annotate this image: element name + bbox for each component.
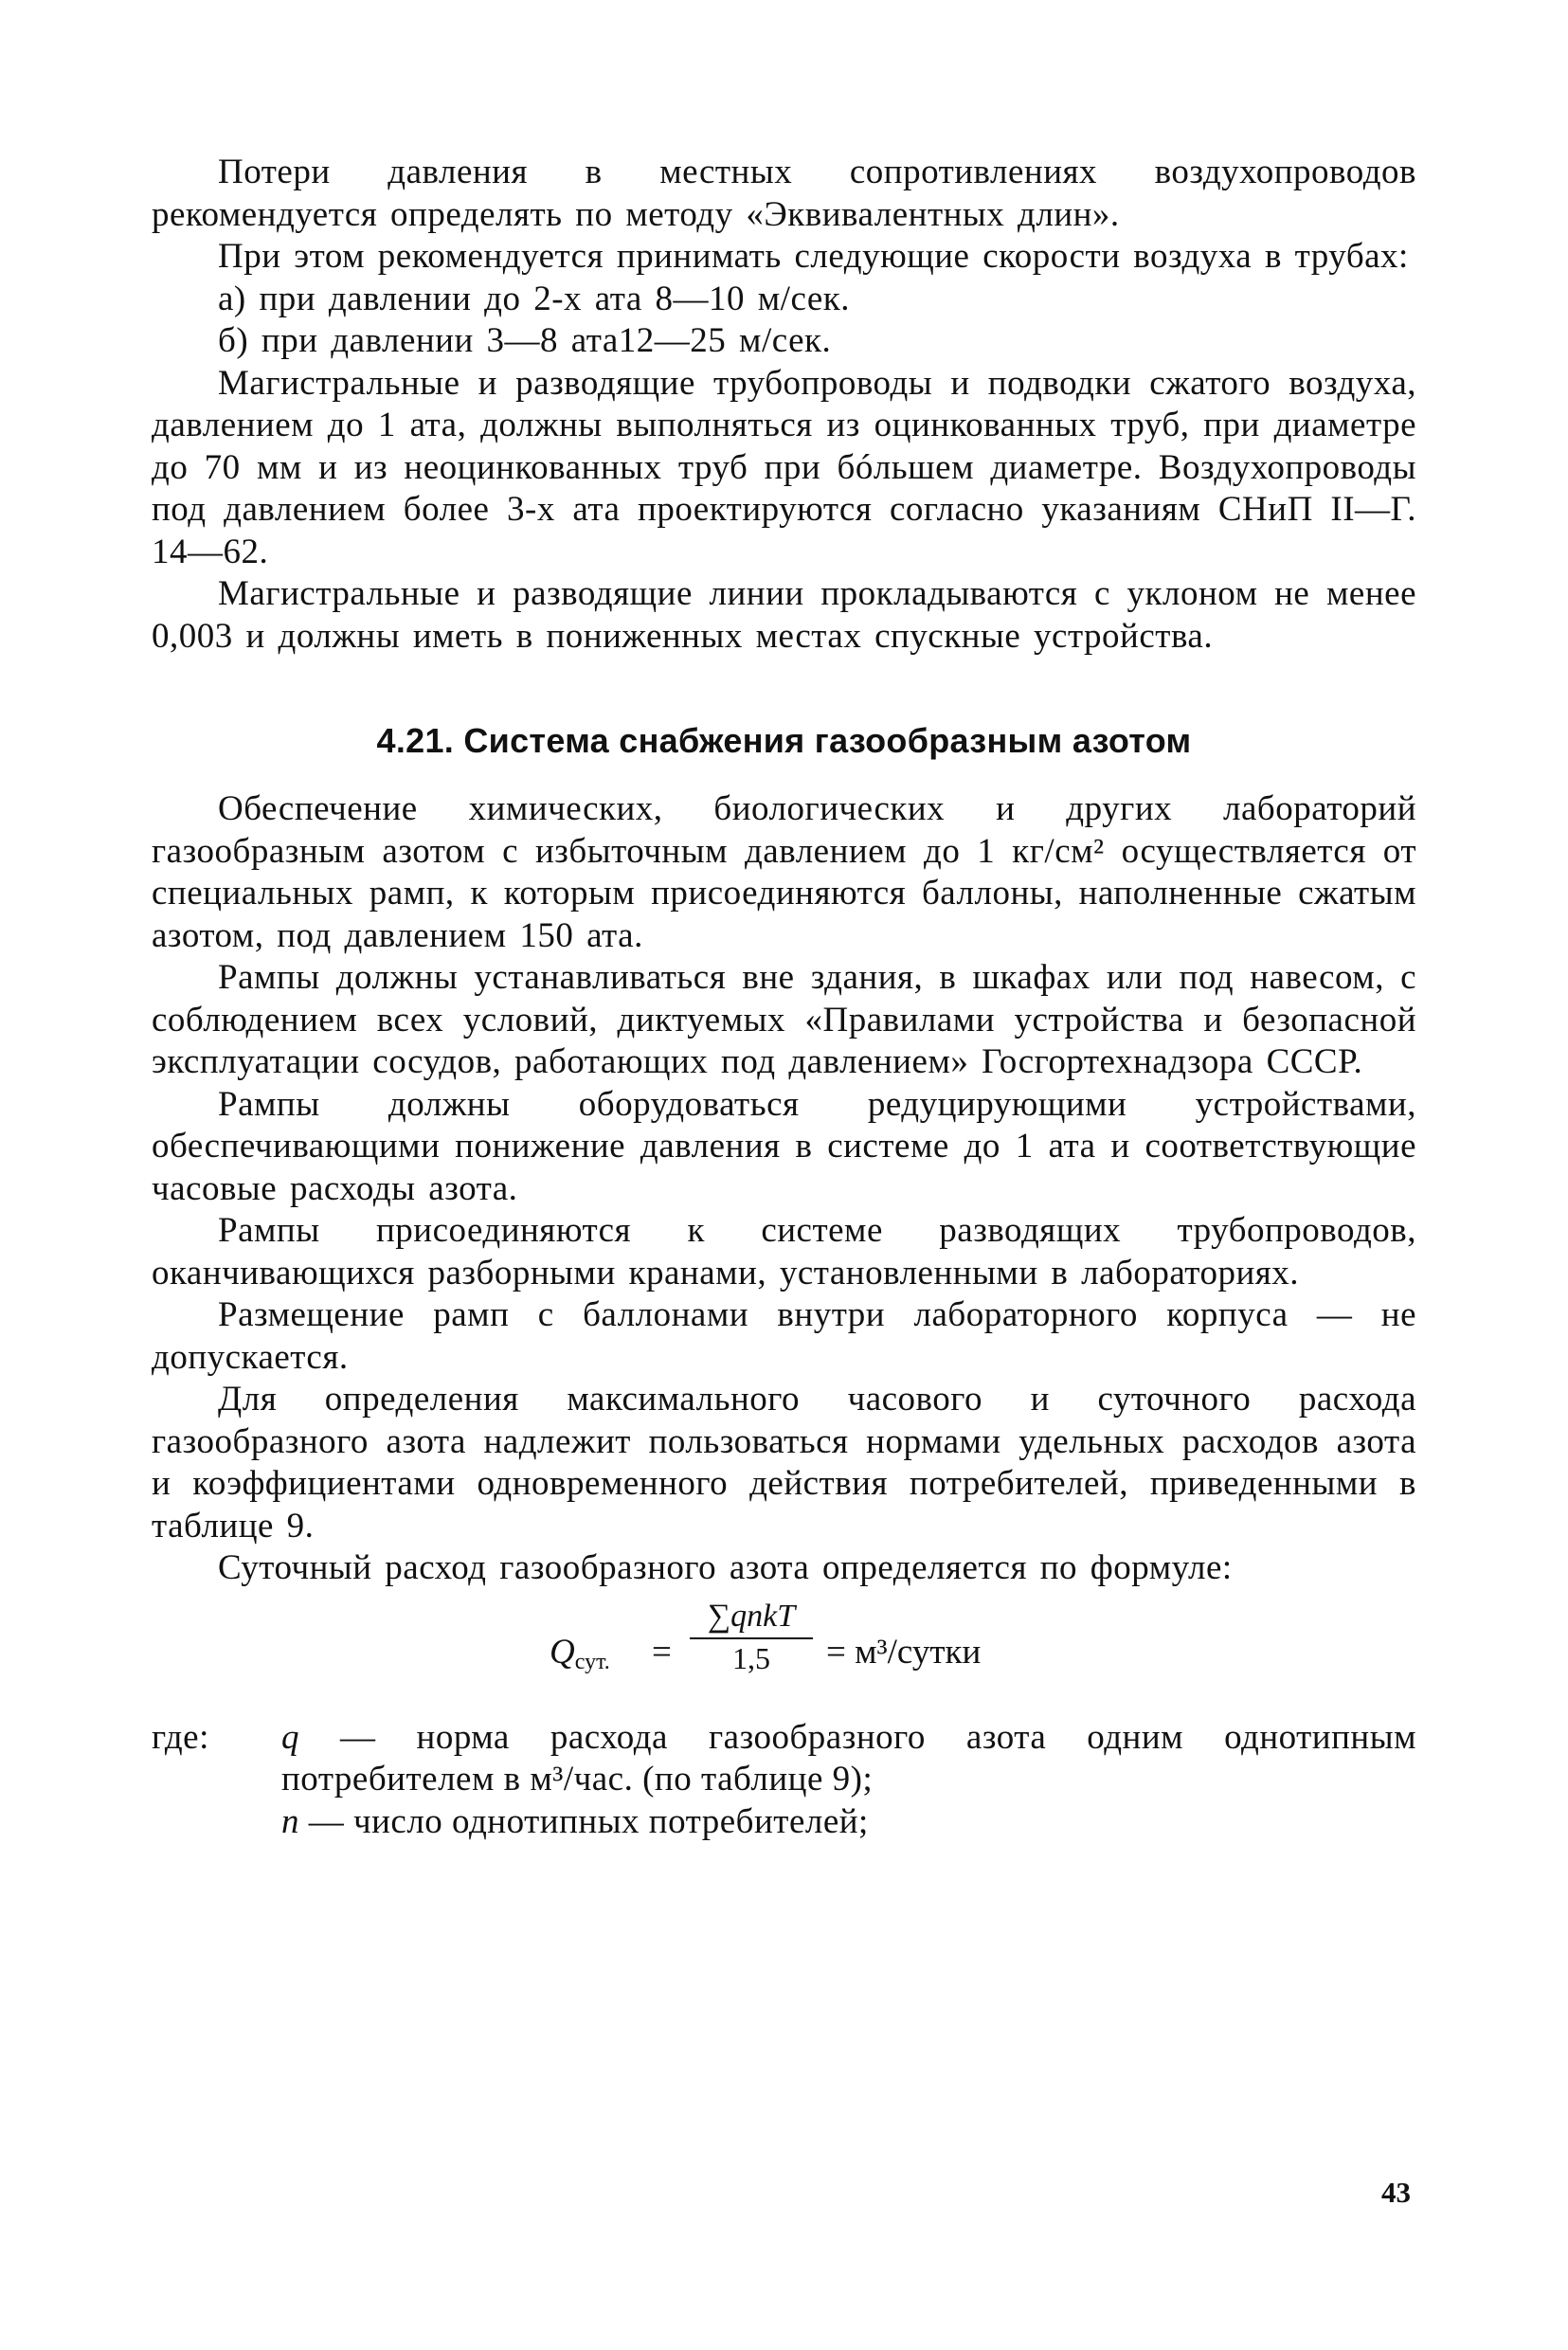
paragraph-main-pipelines: Магистральные и разводящие трубопроводы и подводки сжатого воздуха, давлением до 1 ата, должны выполняться из оцинкованных труб, при диаметре до 70 мм и из неоцинкованных труб при бóльшем диаметре. Воздухопроводы под давлением более 3-х ата проектируются согласно указаниям СНиП II—Г. 14—62. <box>152 363 1416 571</box>
paragraph-ramp-equipment: Рампы должны оборудоваться редуцирующими устройствами, обеспечивающими понижение давления в системе до 1 ата и соответствующие часовые расходы азота. <box>152 1084 1416 1208</box>
formula-lhs: $Q_{сут.}$ <box>550 1632 610 1674</box>
formula-fraction <box>690 1598 813 1677</box>
paragraph-slope: Магистральные и разводящие линии прокладываются с уклоном не менее 0,003 и должны иметь в пониженных местах спускные устройства. <box>152 574 1416 656</box>
formula-denominator: 1,5 <box>732 1640 770 1675</box>
paragraph-pressure-losses: Потери давления в местных сопротивлениях воздухопроводов рекомендуется определять по методу «Эквивалентных длин». <box>152 153 1416 234</box>
formula-equals: = <box>652 1632 672 1672</box>
where-definitions <box>152 1717 1416 1801</box>
formula-rhs: = м³/сутки <box>826 1632 982 1672</box>
page-content <box>152 152 1416 1843</box>
formula-numerator: ∑qnkT <box>690 1598 813 1639</box>
paragraph-air-velocities: При этом рекомендуется принимать следующие скорости воздуха в трубах: <box>218 237 1409 276</box>
where-label: где: <box>152 1717 209 1757</box>
paragraph-daily-consumption: Суточный расход газообразного азота определяется по формуле: <box>218 1548 1233 1587</box>
paragraph-ramp-placement: Размещение рамп с баллонами внутри лабораторного корпуса — не допускается. <box>152 1295 1416 1377</box>
list-item-b: б) при давлении 3—8 ата12—25 м/сек. <box>218 321 832 360</box>
section-title: 4.21. Система снабжения газообразным азотом <box>376 721 1192 760</box>
definition-n: n — число однотипных потребителей; <box>281 1801 869 1841</box>
paragraph-nitrogen-supply: Обеспечение химических, биологических и других лабораторий газообразным азотом с избыточным давлением до 1 кг/см² осуществляется от специальных рамп, к которым присоединяются баллоны, наполненные сжатым азотом, под давлением 150 ата. <box>152 789 1416 955</box>
paragraph-ramp-location: Рампы должны устанавливаться вне здания, в шкафах или под навесом, с соблюдением всех условий, диктуемых «Правилами устройства и безопасной эксплуатации сосудов, работающих под давлением» Госгортехнадзора СССР. <box>152 958 1416 1081</box>
daily-consumption-formula <box>152 1592 1416 1704</box>
list-item-a: а) при давлении до 2-х ата 8—10 м/сек. <box>218 279 850 318</box>
paragraph-consumption-norms: Для определения максимального часового и суточного расхода газообразного азота надлежит пользоваться нормами удельных расходов азота и коэффициентами одновременного действия потребителей, приведенными в таблице 9. <box>152 1380 1416 1546</box>
paragraph-ramp-connection: Рампы присоединяются к системе разводящих трубопроводов, оканчивающихся разборными кранами, установленными в лабораториях. <box>152 1211 1416 1292</box>
page-number: 43 <box>1381 2176 1411 2209</box>
definition-q: q — норма расхода газообразного азота одним однотипным потребителем в м³/час. (по таблице 9); <box>281 1717 1416 1799</box>
